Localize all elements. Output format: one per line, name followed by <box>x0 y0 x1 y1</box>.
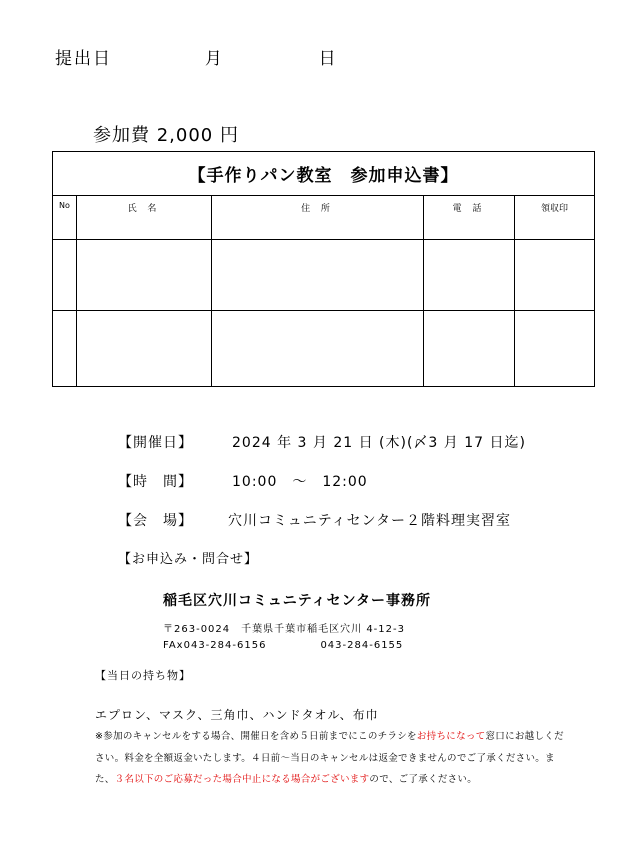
day-label: 日 <box>318 49 338 69</box>
col-receipt-stamp: 領収印 <box>515 196 595 240</box>
month-label: 月 <box>204 49 224 69</box>
event-date-label: 【開催日】 <box>118 435 193 451</box>
venue-label: 【会 場】 <box>118 513 193 529</box>
cell-no[interactable] <box>53 240 77 311</box>
form-title: 【手作りパン教室 参加申込書】 <box>53 152 595 196</box>
office-address: 〒263-0024 千葉県千葉市稲毛区穴川 4-12-3 <box>163 624 405 635</box>
note-red-2: ３名以下のご応募だった場合中止になる場合がございます <box>114 774 370 785</box>
note-text-2: 窓口にお越しください。料金を全額返金いたします。４日前～当日のキャンセルは返金できませんのでご了承ください。また、 <box>95 731 564 785</box>
cancellation-notes <box>95 726 565 791</box>
form-entry-row <box>53 311 595 387</box>
cell-no[interactable] <box>53 311 77 387</box>
submit-label: 提出日 <box>55 49 112 69</box>
application-form-table <box>52 151 595 387</box>
bring-items: エプロン、マスク、三角巾、ハンドタオル、布巾 <box>95 708 379 722</box>
form-header-row <box>53 196 595 240</box>
cell-address[interactable] <box>212 240 424 311</box>
form-entry-row <box>53 240 595 311</box>
inquiry-label: 【お申込み・問合せ】 <box>118 552 259 567</box>
event-date-value: 2024 年 3 月 21 日 (木)(〆3 月 17 日迄) <box>232 435 526 451</box>
col-phone: 電 話 <box>424 196 515 240</box>
cell-address[interactable] <box>212 311 424 387</box>
note-text-1: ※参加のキャンセルをする場合、開催日を含め５日前までにこのチラシを <box>95 731 417 742</box>
cell-name[interactable] <box>77 311 212 387</box>
col-address: 住 所 <box>212 196 424 240</box>
col-name: 氏 名 <box>77 196 212 240</box>
fax-number: FAx043-284-6156 <box>163 640 267 651</box>
office-name: 稲毛区穴川コミュニティセンター事務所 <box>163 593 432 609</box>
participation-fee: 参加費 2,000 円 <box>93 125 239 146</box>
cell-phone[interactable] <box>424 311 515 387</box>
cell-phone[interactable] <box>424 240 515 311</box>
note-text-3: ので、ご了承ください。 <box>369 774 478 785</box>
submission-date <box>55 44 338 69</box>
note-red-1: お持ちになって <box>416 731 486 742</box>
cell-receipt-stamp[interactable] <box>515 240 595 311</box>
time-value: 10:00 ～ 12:00 <box>232 474 368 490</box>
time-label: 【時 間】 <box>118 474 193 490</box>
venue-value: 穴川コミュニティセンター２階料理実習室 <box>228 513 512 529</box>
office-contact <box>163 640 403 651</box>
cell-name[interactable] <box>77 240 212 311</box>
cell-receipt-stamp[interactable] <box>515 311 595 387</box>
bring-items-label: 【当日の持ち物】 <box>95 669 191 682</box>
col-no: No <box>53 196 77 240</box>
tel-number: 043-284-6155 <box>320 640 404 651</box>
